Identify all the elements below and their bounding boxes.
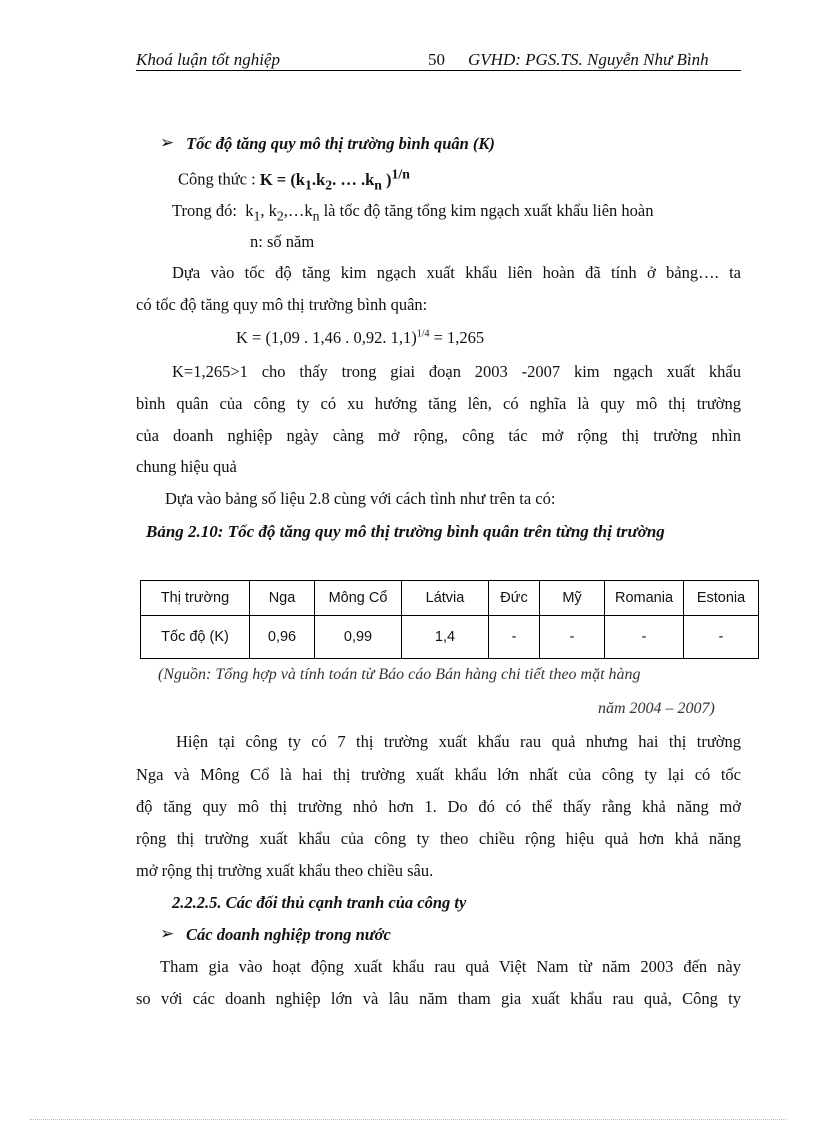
para5-line2: so với các doanh nghiệp lớn và lâu năm tham gia xuất khẩu rau quả, Công ty [136,989,741,1008]
para2-line1: K=1,265>1 cho thấy trong giai đoạn 2003 -2007 kim ngạch xuất khẩu [172,362,741,381]
page-number: 50 [428,50,445,69]
formula-line [178,166,410,193]
para4-line1: Hiện tại công ty có 7 thị trường xuất khẩu rau quả nhưng hai thị trường [176,732,741,751]
source-line2: năm 2004 – 2007) [598,700,715,717]
para2-line4: chung hiệu quả [136,457,237,476]
subsection-title: 2.2.2.5. Các đối thủ cạnh tranh của công ty [172,893,467,912]
source-line1: (Nguồn: Tổng hợp và tính toán từ Báo cáo Bán hàng chi tiết theo mặt hàng [158,666,641,683]
table-row [141,616,759,659]
table-cell: 0,96 [250,616,315,659]
table-header-cell: Đức [489,581,540,616]
table-cell: - [540,616,605,659]
n-line: n: số năm [250,232,315,251]
header-rule [136,70,741,71]
table-cell: 0,99 [315,616,402,659]
table-header-cell: Látvia [402,581,489,616]
table-header-cell: Nga [250,581,315,616]
table-title: Bảng 2.10: Tốc độ tăng quy mô thị trường bình quân trên từng thị trường [146,522,665,541]
table-cell: Tốc độ (K) [141,616,250,659]
header-right: GVHD: PGS.TS. Nguyễn Như Bình [468,50,709,69]
market-table [140,580,759,659]
formula-label: Công thức : [178,169,256,189]
k-calc: K = (1,09 . 1,46 . 0,92. 1,1)$^{1/4}$ = 1,265 [236,328,485,347]
bullet2-title: Các doanh nghiệp trong nước [186,925,391,944]
para4-line5: mở rộng thị trường xuất khẩu theo chiều sâu. [136,861,434,880]
para1-line1: Dựa vào tốc độ tăng kim ngạch xuất khẩu liên hoàn đã tính ở bảng…. ta [172,263,741,282]
formula: $K = (k_1.k_2$. … $.k_n$ )$^{1/n}$ [259,166,410,192]
table-header-cell: Mông Cổ [315,581,402,616]
table-cell: 1,4 [402,616,489,659]
table-header-cell: Thị trường [141,581,250,616]
arrow-bullet-icon: ➢ [160,924,175,943]
table-header-cell: Romania [605,581,684,616]
where-line: Trong đó: $k_1$, $k_2,\dots k_n$ là tốc độ tăng tổng kim ngạch xuất khẩu liên hoàn [172,201,654,224]
section-title: Tốc độ tăng quy mô thị trường bình quân (K) [186,134,495,153]
table-cell: - [489,616,540,659]
para4-line2: Nga và Mông Cổ là hai thị trường xuất khẩu lớn nhất của công ty lại có tốc [136,765,741,784]
footer-divider [30,1119,786,1120]
table-header-row [141,581,759,616]
para2-line3: của doanh nghiệp ngày càng mở rộng, công tác mở rộng thị trường nhìn [136,426,741,445]
para5-line1: Tham gia vào hoạt động xuất khẩu rau quả Việt Nam từ năm 2003 đến này [160,957,741,976]
table-cell: - [684,616,759,659]
para4-line4: rộng thị trường xuất khẩu của công ty theo chiều rộng hiệu quả hơn khả năng [136,829,741,848]
para1-line2: có tốc độ tăng quy mô thị trường bình quân: [136,295,428,314]
header-left: Khoá luận tốt nghiệp [136,50,281,69]
para4-line3: độ tăng quy mô thị trường nhỏ hơn 1. Do đó có thể thấy rằng khả năng mở [136,797,741,816]
para3: Dựa vào bảng số liệu 2.8 cùng với cách tình như trên ta có: [165,489,556,508]
table-cell: - [605,616,684,659]
arrow-bullet-icon: ➢ [160,133,175,152]
para2-line2: bình quân của công ty có xu hướng tăng lên, có nghĩa là quy mô thị trường [136,394,741,413]
table-header-cell: Estonia [684,581,759,616]
table-header-cell: Mỹ [540,581,605,616]
